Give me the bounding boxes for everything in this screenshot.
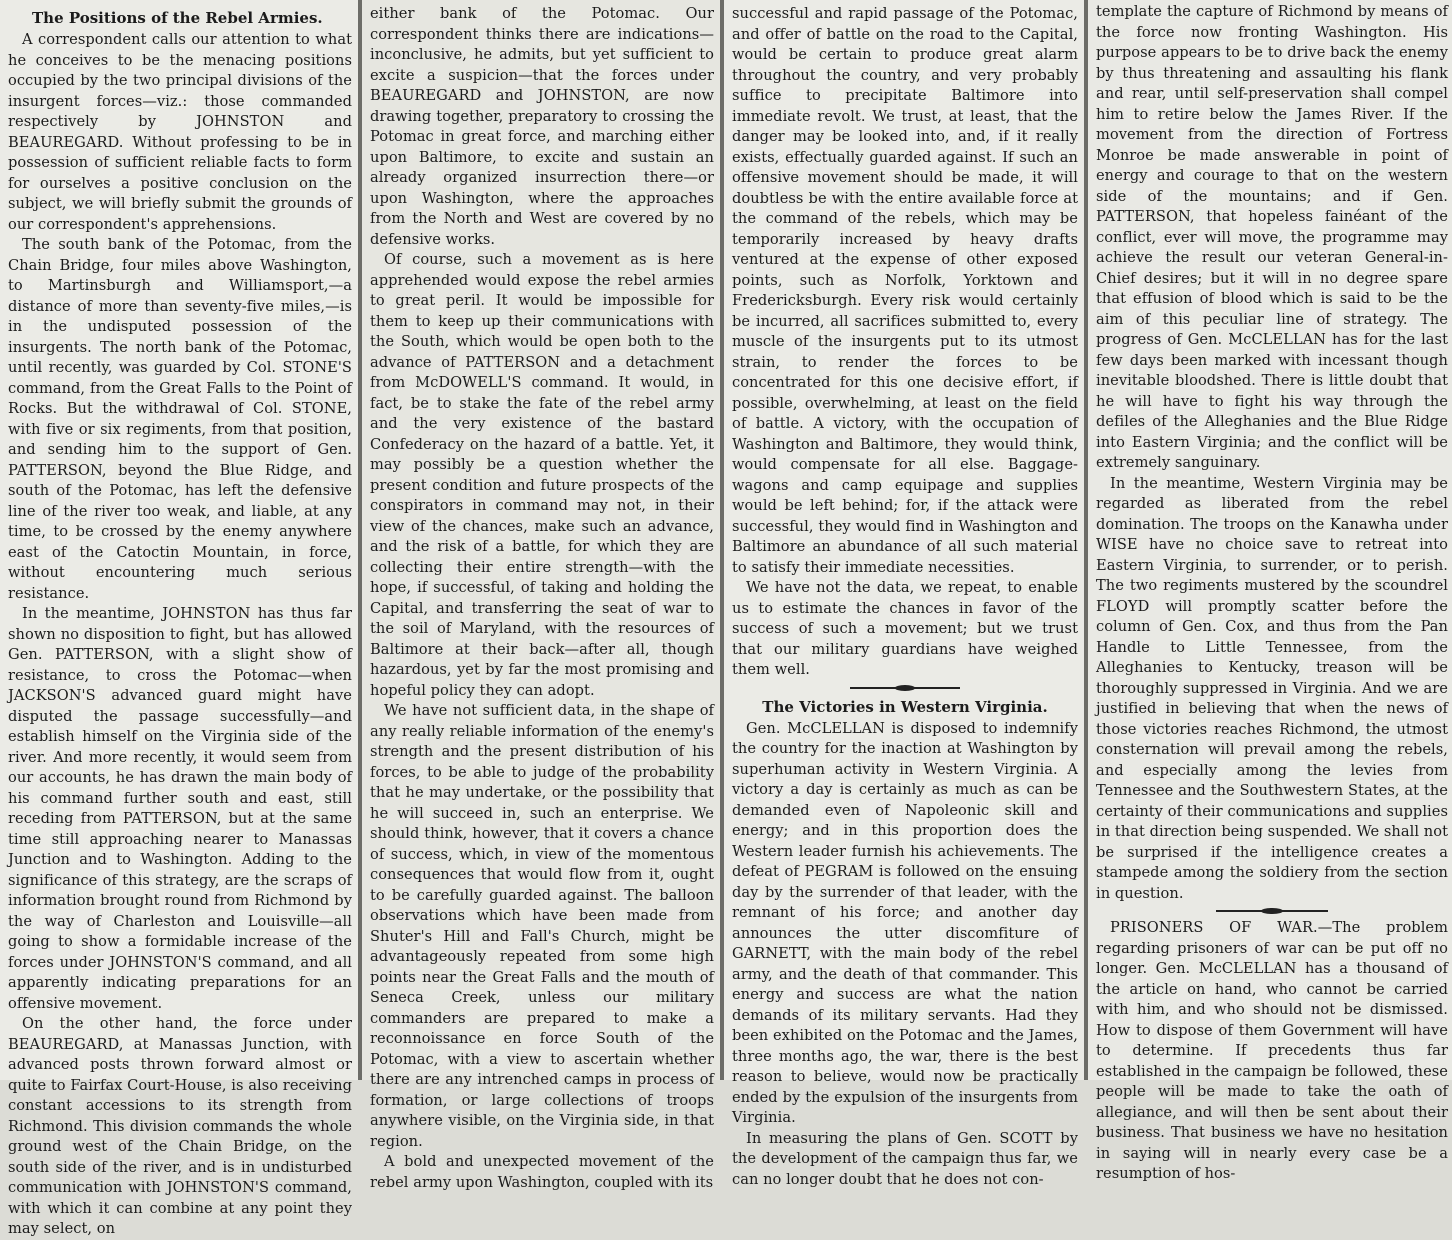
article-paragraph: We have not the data, we repeat, to enable us to estimate the chances in favor of the success of such a movement; but we trust that our military guardians have weighed them well. (732, 579, 1078, 678)
article-paragraph: PRISONERS OF WAR.—The problem regarding prisoners of war can be put off no longer. Gen. McCLELLAN has a thousand of the article on hand, who cannot be carried with him, and who should not be dismissed. How to dispose of them Government will have to determine. If precedents thus far established in the campaign be followed, these people will be made to take the oath of allegiance, and will then be sent about their business. That business we have no hesitation in saying will in nearly every case be a resumption of hos- (1096, 919, 1448, 1182)
article-paragraph: On the other hand, the force under BEAUREGARD, at Manassas Junction, with advanced posts thrown forward almost or quite to Fairfax Court-House, is also receiving constant accessions to its strength from Richmond. This division commands the whole ground west of the Chain Bridge, on the south side of the river, and is in undisturbed communication with JOHNSTON'S command, with which it can combine at any point they may select, on (8, 1015, 352, 1237)
section-divider (732, 683, 1078, 693)
column-1 (0, 0, 358, 1237)
article-paragraph: template the capture of Richmond by means of the force now fronting Washington. His purpose appears to be to drive back the enemy by thus threatening and assaulting his flank and rear, until self-preservation shall compel him to retire below the James River. If the movement from the direction of Fortress Monroe be made answerable in point of energy and courage to that on the western side of the mountains; and if Gen. PATTERSON, that hopeless fainéant of the conflict, ever will move, the programme may achieve the result our veteran General-in-Chief desires; but it will in no degree spare that effusion of blood which is said to be the aim of this peculiar line of strategy. The progress of Gen. McCLELLAN has for the last few days been marked with incessant though inevitable bloodshed. There is little doubt that he will have to fight his way through the defiles of the Alleghanies and the Blue Ridge into Eastern Virginia; and the conflict will be extremely sanguinary. (1096, 3, 1448, 471)
article-paragraph: The south bank of the Potomac, from the Chain Bridge, four miles above Washington, to Martinsburgh and Williamsport,—a distance of more than seventy-five miles,—is in the undisputed possession of the insurgents. The north bank of the Potomac, until recently, was guarded by Col. STONE'S command, from the Great Falls to the Point of Rocks. But the withdrawal of Col. STONE, with five or six regiments, from that position, and sending him to the support of Gen. PATTERSON, beyond the Blue Ridge, and south of the Potomac, has left the defensive line of the river too weak, and liable, at any time, to be crossed by the enemy anywhere east of the Catoctin Mountain, in force, without encountering much serious resistance. (8, 236, 352, 602)
article-paragraph: A bold and unexpected movement of the rebel army upon Washington, coupled with its (370, 1153, 714, 1191)
article-paragraph: either bank of the Potomac. Our correspondent thinks there are indications—inconclusive, he admits, but yet sufficient to excite a suspicion—that the forces under BEAUREGARD and JOHNSTON, are now drawing together, preparatory to crossing the Potomac in great force, and marching either upon Baltimore, to excite and sustain an already organized insurrection there—or upon Washington, where the approaches from the North and West are covered by no defensive works. (370, 5, 714, 248)
article-paragraph: In the meantime, JOHNSTON has thus far shown no disposition to fight, but has allowed Gen. PATTERSON, with a slight show of resistance, to cross the Potomac—when JACKSON'S advanced guard might have disputed the passage successfully—and establish himself on the Virginia side of the river. And more recently, it would seem from our accounts, he has drawn the main body of his command further south and east, still receding from PATTERSON, but at the same time still approaching nearer to Manassas Junction and to Washington. Adding to the significance of this strategy, are the scraps of information brought round from Richmond by the way of Charleston and Louisville—all going to show a formidable increase of the forces under JOHNSTON'S command, and all apparently indicating preparations for an offensive movement. (8, 605, 352, 1012)
column-4 (1088, 0, 1452, 1182)
article-paragraph: Gen. McCLELLAN is disposed to indemnify the country for the inaction at Washington by superhuman activity in Western Virginia. A victory a day is certainly as much as can be demanded even of Napoleonic skill and energy; and in this proportion does the Western leader furnish his achievements. The defeat of PEGRAM is followed on the ensuing day by the surrender of that leader, with the remnant of his force; and another day announces the utter discomfiture of GARNETT, with the main body of the rebel army, and the death of that commander. This energy and success are what the nation demands of its military servants. Had they been exhibited on the Potomac and the James, three months ago, the war, there is the best reason to believe, would now be practically ended by the expulsion of the insurgents from Virginia. (732, 719, 1078, 1126)
article-heading: The Positions of the Rebel Armies. (32, 9, 323, 27)
article-paragraph: In the meantime, Western Virginia may be regarded as liberated from the rebel domination. The troops on the Kanawha under WISE have no choice save to retreat into Eastern Virginia, to surrender, or to perish. The two regiments mustered by the scoundrel FLOYD will promptly scatter before the column of Gen. Cox, and thus from the Pan Handle to Little Tennessee, from the Alleghanies to Kentucky, treason will be thoroughly suppressed in Virginia. And we are justified in believing that when the news of those victories reaches Richmond, the utmost consternation will prevail among the rebels, and especially among the levies from Tennessee and the Southwestern States, at the certainty of their communications and supplies in that direction being suspended. We shall not be surprised if the intelligence creates a stampede among the soldiery from the section in question. (1096, 474, 1448, 902)
article-paragraph: A correspondent calls our attention to what he conceives to be the menacing positions occupied by the two principal divisions of the insurgent forces—viz.: those commanded respectively by JOHNSTON and BEAUREGARD. Without professing to be in possession of sufficient reliable facts to form for ourselves a positive conclusion on the subject, we will briefly submit the grounds of our correspondent's apprehensions. (8, 31, 352, 233)
column-2 (362, 0, 720, 1191)
article-paragraph: We have not sufficient data, in the shape of any really reliable information of the enemy's strength and the present distribution of his forces, to be able to judge of the probability that he may undertake, or the possibility that he will succeed in, such an enterprise. We should think, however, that it covers a chance of success, which, in view of the momentous consequences that would flow from it, ought to be carefully guarded against. The balloon observations which have been made from Shuter's Hill and Fall's Church, might be advantageously repeated from some high points near the Great Falls and the mouth of Seneca Creek, unless our military commanders are prepared to make a reconnoissance en force South of the Potomac, with a view to ascertain whether there are any intrenched camps in process of formation, or large collections of troops anywhere visible, on the Virginia side, in that region. (370, 702, 714, 1150)
section-divider (1096, 906, 1448, 916)
article-paragraph: successful and rapid passage of the Potomac, and offer of battle on the road to the Capital, would be certain to produce great alarm throughout the country, and very probably suffice to precipitate Baltimore into immediate revolt. We trust, at least, that the danger may be looked into, and, if it really exists, effectually guarded against. If such an offensive movement should be made, it will doubtless be with the entire available force at the command of the rebels, which may be temporarily increased by heavy drafts ventured at the expense of other exposed points, such as Norfolk, Yorktown and Fredericksburgh. Every risk would certainly be incurred, all sacrifices submitted to, every muscle of the insurgents put to its utmost strain, to render the forces to be concentrated for this one decisive effort, if possible, overwhelming, at least on the field of battle. A victory, with the occupation of Washington and Baltimore, they would think, would compensate for all else. Baggage-wagons and camp equipage and supplies would be left behind; for, if the attack were successful, they would find in Washington and Baltimore an abundance of all such material to satisfy their immediate necessities. (732, 5, 1078, 576)
article-paragraph: Of course, such a movement as is here apprehended would expose the rebel armies to great peril. It would be impossible for them to keep up their communications with the South, which would be open both to the advance of PATTERSON and a detachment from McDOWELL'S command. It would, in fact, be to stake the fate of the rebel army and the very existence of the bastard Confederacy on the hazard of a battle. Yet, it may possibly be a question whether the present condition and future prospects of the conspirators in command may not, in their view of the chances, make such an advance, and the risk of a battle, for which they are collecting their entire strength—with the hope, if successful, of taking and holding the Capital, and transferring the seat of war to the soil of Maryland, with the resources of Baltimore at their back—after all, though hazardous, yet by far the most promising and hopeful policy they can adopt. (370, 251, 714, 699)
article-paragraph: In measuring the plans of Gen. SCOTT by the development of the campaign thus far, we can no longer doubt that he does not con- (732, 1129, 1078, 1188)
article-heading: The Victories in Western Virginia. (762, 697, 1048, 716)
column-3 (724, 0, 1084, 1188)
